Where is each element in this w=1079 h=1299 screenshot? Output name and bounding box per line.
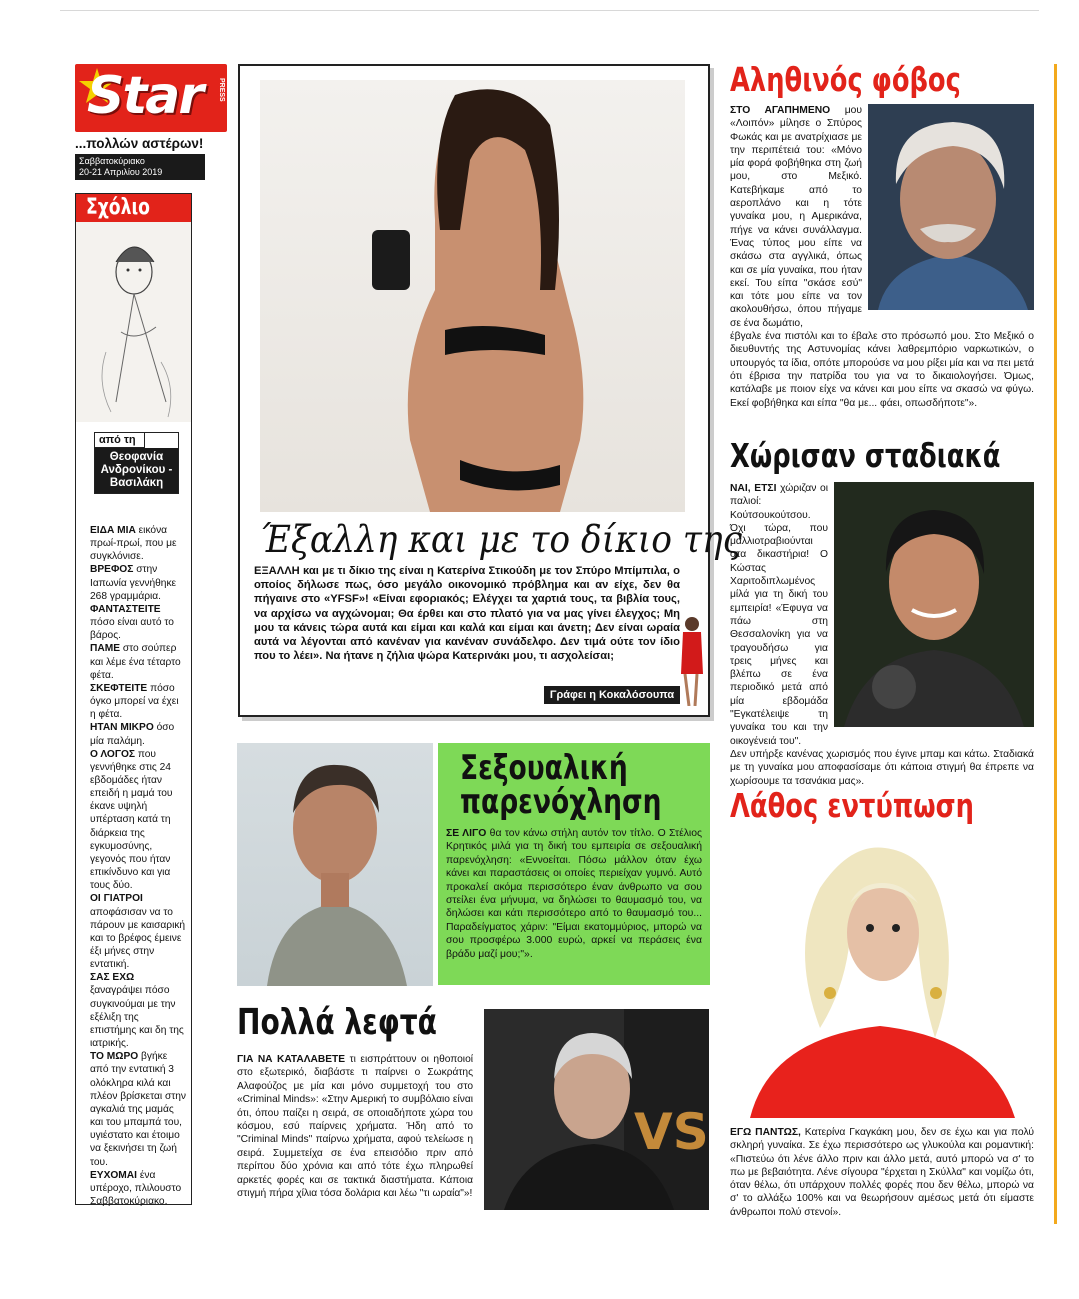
sidebar-paragraph xyxy=(90,603,187,642)
impression-headline: Λάθος εντύπωση xyxy=(730,786,974,825)
money-section xyxy=(237,1002,473,1200)
paragraph-lead: ΠΑΜΕ xyxy=(90,643,120,655)
sidebar-body xyxy=(90,524,187,1208)
feature-inset-photo xyxy=(677,614,707,706)
paragraph-lead: ΣΚΕΦΤΕΙΤΕ xyxy=(90,682,148,694)
paragraph-lead: ΗΤΑΝ ΜΙΚΡΟ xyxy=(90,722,154,734)
fear-headline: Αληθινός φόβος xyxy=(730,60,961,99)
comment-sidebar xyxy=(75,193,192,1205)
impression-section xyxy=(730,788,1034,1219)
harassment-lead: ΣΕ ΛΙΓΟ xyxy=(446,828,487,839)
sidebar-paragraph xyxy=(90,721,187,747)
paragraph-lead: ΤΟ ΜΩΡΟ xyxy=(90,1051,139,1063)
fear-text-narrow: μου «Λοιπόν» μίλησε ο Σπύρος Φωκάς και με ανατρίχιασε με την περιπέτειά του: «Μόνο μία φορά φοβήθηκα στη ζωή μου, στο Μεξικό. Κατεβήκαμε από το αεροπλάνο και η τότε γυναίκα μου, η Αμερικάνα, πήγε να κάνει συνάλλαγμα. Ένας τύπος μου είπε να σκάσω στα αγγλικά, όπως και σε μία γυναίκα, που ήταν εκεί. Του είπα "σκάσε εσύ" και τότε μου είπε να τον ακολουθήσω, όπου πήγαμε σε ένα δωμάτιο, xyxy=(730,105,862,329)
paragraph-text: που γεννήθηκε στις 24 εβδομάδες ήταν επειδή η μαμά του έκανε υψηλή υπέρταση κατά τη διάρκεια της εγκυμοσύνης, γεγονός που ήταν επικίνδυνο και για τους δύο. xyxy=(90,748,173,892)
harassment-text: θα τον κάνω στήλη αυτόν τον τίτλο. Ο Στέλιος Κρητικός μιλά για τη δική του εμπειρία σε σεξουαλική παρενόχληση: «Εννοείται. Πόσω μάλλον όταν έχω κάνει και παραστάσεις οι οποίες περιείχαν γυμνό. Αυτό προκαλεί ακόμα περισσότερο έναν άνθρωπο να σου στείλει ένα μήνυμα, να δηλώσει το θαυμασμό του, να δηλώσει και κάτι περισσότερο από το θαυμασμό του... Παραδείγματος χάριν: "Είμαι εκατομμύριος, μπορώ να σου προσφέρω 3.000 ευρώ, αρκεί να περάσεις ένα βράδυ μαζί μου;"». xyxy=(446,828,703,960)
paragraph-lead: ΟΙ ΓΙΑΤΡΟΙ xyxy=(90,893,143,905)
kritikos-photo xyxy=(237,743,433,986)
fear-lead: ΣΤΟ ΑΓΑΠΗΜΕΝΟ xyxy=(730,105,831,116)
sidebar-paragraph xyxy=(90,563,187,602)
caricature-image xyxy=(76,222,191,422)
sidebar-paragraph xyxy=(90,971,187,1050)
harassment-headline-1: Σεξουαλική xyxy=(460,748,628,788)
feature-headline: Έξαλλη και με το δίκιο της xyxy=(260,518,742,561)
gkagkaki-photo xyxy=(730,828,1034,1118)
sidebar-paragraph xyxy=(90,1169,187,1208)
page-top-rule xyxy=(60,10,1039,11)
paragraph-text: βγήκε από την εντατική 3 ολόκληρα κιλά και πλέον βρίσκεται στην αγκαλιά της μαμάς και του μπαμπά του, υγιέστατο και έτοιμο να ξεκινήσει τη ζωή του. xyxy=(90,1051,187,1168)
logo-box xyxy=(75,64,227,132)
paragraph-lead: Ο ΛΟΓΟΣ xyxy=(90,748,135,760)
harassment-box xyxy=(438,743,710,985)
paragraph-lead: ΒΡΕΦΟΣ xyxy=(90,564,134,576)
byline-prefix: από τη xyxy=(95,433,145,448)
feature-author-bar: Γράφει η Κοκαλόσουπα xyxy=(544,686,680,704)
byline-box xyxy=(94,432,179,494)
harassment-headline-2: παρενόχληση xyxy=(460,782,662,822)
divorce-body-narrow xyxy=(730,482,828,748)
divorce-headline: Χώρισαν σταδιακά xyxy=(730,436,1001,475)
money-text: τι εισπράττουν οι ηθοποιοί στο εξωτερικό, διαβάστε τι παίρνει ο Σωκράτης Αλαφούζος με μία και μόνο συμμετοχή του στο «Criminal Minds»: «Στην Αμερική το συμβόλαιο είναι ότι, όπου παίζει η σειρά, σε οποιαδήποτε χώρα του κόσμου, εσύ παίρνεις χρήματα. Ήδη από το "Criminal Minds" παίρνω χρήματα, αφού τελείωσε η σειρά. Συμμετείχα σε ένα επεισόδιο πριν από περίπου δύο χρόνια και από τότε έχω πληρωθεί αρκετές φορές και σε τακτικά διαστήματα. Κάποια στιγμή πήρα χίλια τόσα δολάρια και λέω "τι ωραία"»! xyxy=(237,1054,473,1200)
blonde-woman-portrait xyxy=(730,828,1034,1118)
money-body xyxy=(237,1053,473,1200)
paragraph-text: πόσο είναι αυτό το βάρος. xyxy=(90,617,174,642)
money-headline: Πολλά λεφτά xyxy=(237,1002,437,1043)
man-portrait xyxy=(237,743,433,986)
logo-text: Star xyxy=(87,66,203,126)
inset-figure xyxy=(677,614,707,706)
feature-photo xyxy=(260,80,685,512)
divorce-text-narrow: χώριζαν οι παλιοί: Κούτσουκούτσου. Όχι τώρα, που μαλλιοτραβιούνται στα δικαστήρια! Ο Κώστας Χαριτοδιπλωμένος μίλά για τη δική του εμπειρία! «Έφυγα να πάω στη Θεσσαλονίκη για να τραγουδήσω για τρεις μήνες και βλέπω σε ένα περιοδικό μετά από μία εβδομάδα "Εγκατέλειψε τη γυναίκα του και την οικογένειά του". xyxy=(730,483,828,747)
model-figure xyxy=(260,80,685,512)
divorce-lead: ΝΑΙ, ΕΤΣΙ xyxy=(730,483,777,494)
sidebar-paragraph xyxy=(90,682,187,721)
date-text: 20-21 Απριλίου 2019 xyxy=(79,167,163,177)
caricature-drawing xyxy=(76,222,191,422)
impression-body xyxy=(730,1126,1034,1219)
divorce-section xyxy=(730,438,1034,788)
sidebar-paragraph xyxy=(90,642,187,681)
divorce-body-wide: Δεν υπήρξε κανένας χωρισμός που έγινε μπαμ και κάτω. Σταδιακά με τη γυναίκα μου αποφασίσαμε ότι κάποια στιγμή θα έπρεπε να χωρίσουμε τα τσανάκια μας». xyxy=(730,748,1034,787)
harassment-body xyxy=(446,827,702,961)
paragraph-text: πόσο όγκο μπορεί να έχει η φέτα. xyxy=(90,682,179,721)
charitodiplomenos-photo xyxy=(834,482,1034,727)
paragraph-text: όσο μία παλάμη. xyxy=(90,722,175,747)
paragraph-text: εικόνα πρωί-πρωί, που με συγκλόνισε. xyxy=(90,525,177,563)
byline-name: Θεοφανία Ανδρονίκου - Βασιλάκη xyxy=(95,448,178,493)
fear-body-narrow xyxy=(730,104,862,330)
date-bar xyxy=(75,154,205,180)
sidebar-paragraph xyxy=(90,524,187,563)
section-label-bar xyxy=(76,194,191,222)
fear-section xyxy=(730,62,1034,410)
paragraph-lead: ΕΥΧΟΜΑΙ xyxy=(90,1169,137,1181)
section-label: Σχόλιο xyxy=(86,195,150,220)
tagline: ...πολλών αστέρων! xyxy=(75,136,204,151)
money-lead: ΓΙΑ ΝΑ ΚΑΤΑΛΑΒΕΤΕ xyxy=(237,1054,346,1065)
paragraph-lead: ΕΙΔΑ ΜΙΑ xyxy=(90,525,136,536)
old-man-portrait xyxy=(868,104,1034,310)
paragraph-text: αποφάσισαν να το πάρουν με καισαρική και το βρέφος έμεινε έξι μήνες στην εντατική. xyxy=(90,906,186,971)
impression-text: Κατερίνα Γκαγκάκη μου, δεν σε έχω και για πολύ σκληρή γυναίκα. Σε έχω περισσότερο ως γλυκούλα και ρομαντική: «Πιστεύω ότι λένε άλλο πριν και άλλο μετά, αυτό μπορώ να σ' το πω με βεβαιότητα. Λένε σίγουρα "έρχεται η Σκύλλα" και νομίζω ότι, όταν θέλω, ότι υπάρχουν πολλές φορές που δεν θέλω, μπορώ να σ' το αλλάξω 100% και να θεωρήσουν αμέσως μετά ότι είμαστε άνθρωποι πολύ στενοί». xyxy=(730,1127,1034,1218)
sidebar-paragraph xyxy=(90,1050,187,1168)
feature-body: ΕΞΑΛΛΗ και με τι δίκιο της είναι η Κατερίνα Στικούδη με τον Σπύρο Μπίμπιλα, ο οποίος δήλωσε πως, όσο μεγάλο οικονομικό πρόβλημα και αν είχε, δεν θα πήγαινε στο «YFSF»! «Είναι εφοριακός; Ελέγχει τα χαρτιά τους, τα βιβλία τους, να αρχίσω να αγχώνομαι; Θα έρθει και στο πλατό για να μας γίνει έλεγχος; Μη μου τα κάνεις τώρα αυτά και είμαι και καλά και είμαι και άνετη; Δεν είναι ωραία αυτά να λέγονται από κανέναν για κανέναν συνάδελφο. Δεν τιμά ούτε τον ίδιο που το λέει». Να ήτανε η ζήλια ψώρα Κατερινάκι μου, τι ασχολείσαι; xyxy=(254,565,680,663)
date-day: Σαββατοκύριακο xyxy=(79,156,145,166)
alafouzos-photo xyxy=(484,1009,709,1210)
paragraph-lead: ΣΑΣ ΕΧΩ xyxy=(90,972,135,984)
paragraph-text: ένα υπέροχο, πλιλουστο Σαββατοκύριακο. xyxy=(90,1169,182,1207)
man-portrait-grey-hair xyxy=(484,1009,709,1210)
sidebar-paragraph xyxy=(90,748,187,893)
paragraph-lead: ΦΑΝΤΑΣΤΕΙΤΕ xyxy=(90,603,161,615)
sidebar-paragraph xyxy=(90,892,187,971)
page-edge-accent xyxy=(1054,64,1057,1224)
feature-box xyxy=(238,64,742,717)
fear-body-wide: έβγαλε ένα πιστόλι και το έβαλε στο πρόσωπό μου. Στο Μεξικό ο διευθυντής της Αστυνομίας κάνει λαθρεμπόριο ναρκωτικών, ο υπουργός τα ίδια, οπότε μπορούσε να μου ρίξει μία και να πει μετά ότι έβρισα την πατρίδα του για να το δικαιολογήσει. Όμως, κατάλαβε με ποιον είχε να κάνει και μου είπε να σκασώ να φύγω. Εκεί φοβήθηκα και είπα "θα με... φάει, οπωσδήποτε"». xyxy=(730,331,1034,409)
paragraph-text: στην Ιαπωνία γεννήθηκε 268 γραμμάρια. xyxy=(90,564,177,602)
singer-portrait xyxy=(834,482,1034,727)
impression-lead: ΕΓΩ ΠΑΝΤΩΣ, xyxy=(730,1127,801,1138)
svg-text:VS: VS xyxy=(634,1103,709,1161)
paragraph-text: στο σούπερ και λέμε ένα τέταρτο φέτα. xyxy=(90,643,181,681)
paragraph-text: ξαναγράψει πόσο συγκινούμαι με την εξέλιξη της επιστήμης και δη της ιατρικής. xyxy=(90,985,184,1050)
masthead xyxy=(75,64,227,180)
fokas-photo xyxy=(868,104,1034,310)
logo-sub: PRESS xyxy=(218,78,225,102)
